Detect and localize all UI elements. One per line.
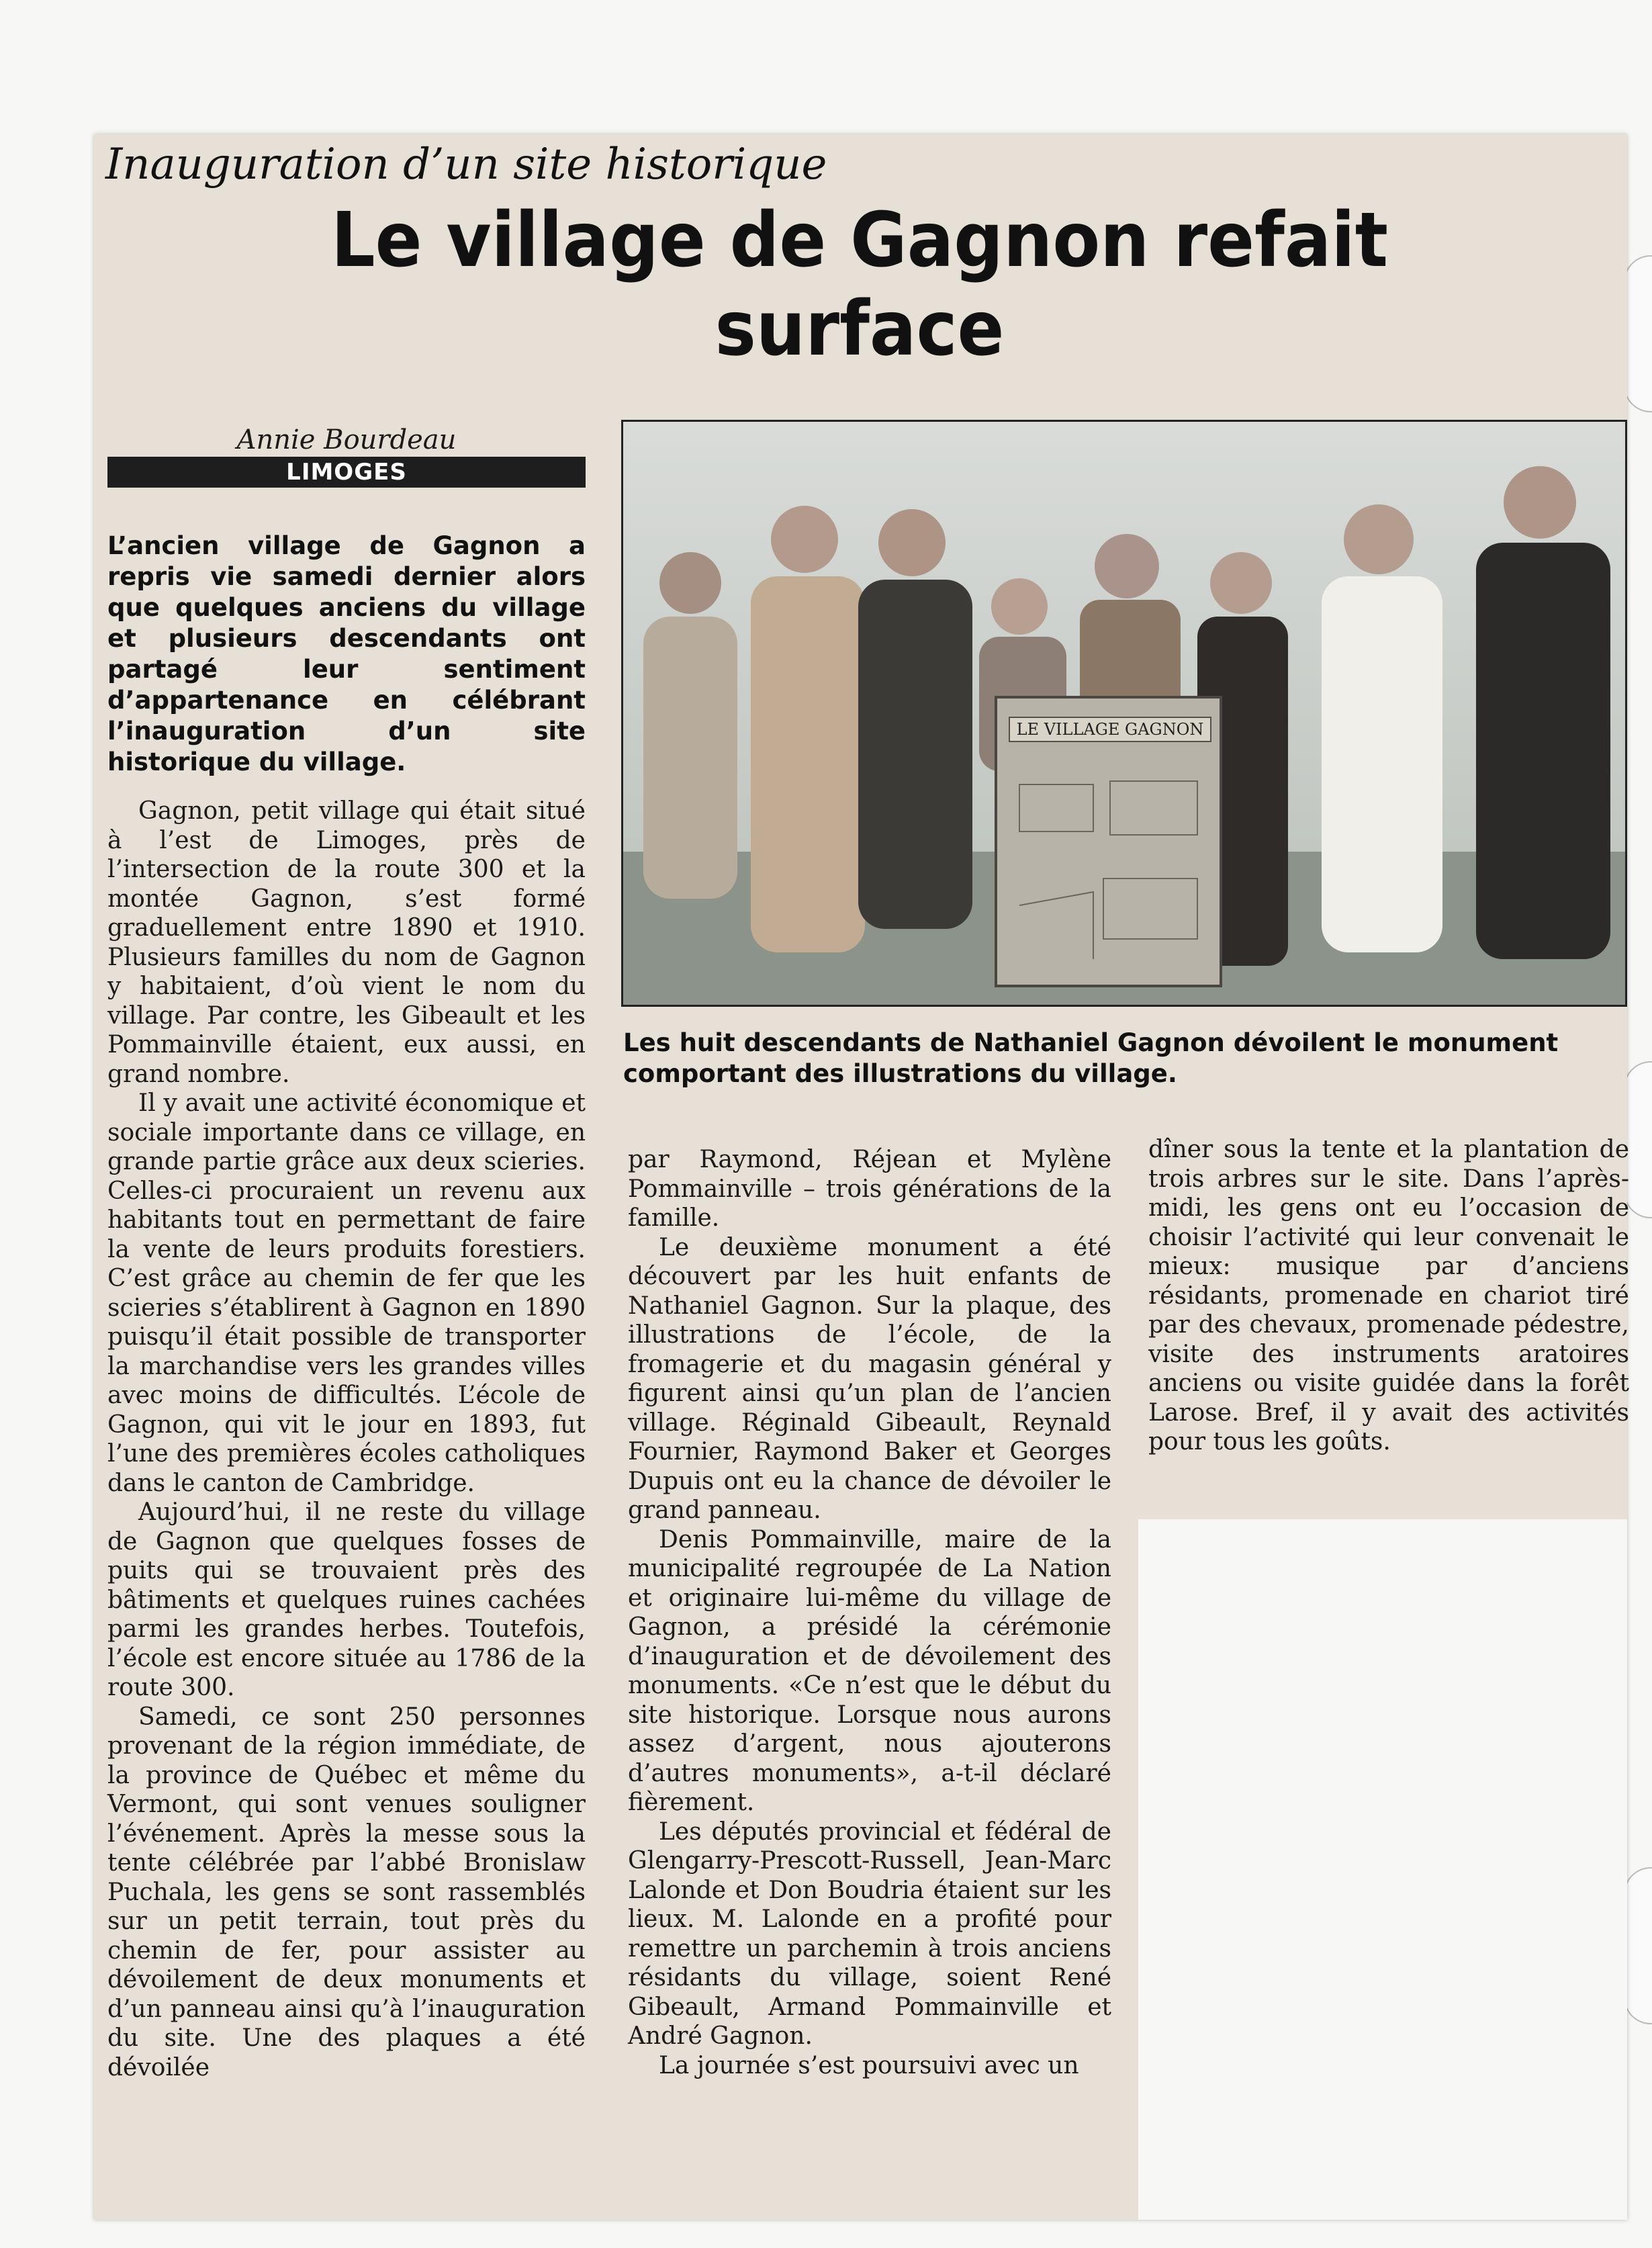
binder-tab <box>1624 1867 1652 2024</box>
column-2 <box>628 1145 1111 2080</box>
paragraph: Les députés provincial et fédéral de Glengarry-Prescott-Russell, Jean-Marc Lalonde et Don Boudria étaient sur les lieux. M. Lalonde en a profité pour remettre un parchemin à trois anciens résidants du village, soient René Gibeault, Armand Pommainville et André Gagnon. <box>628 1817 1111 2050</box>
paragraph: La journée s’est poursuivi avec un <box>659 2051 1079 2079</box>
paragraph: Il y avait une activité économique et sociale importante dans ce village, en grande partie grâce aux deux scieries. Celles-ci procuraient un revenu aux habitants tout en permettant de faire la vente de leurs produits forestiers. C’est grâce au chemin de fer que les scieries s’établirent à Gagnon en 1890 puisqu’il était possible de transporter la marchandise vers les grandes villes avec moins de difficultés. L’école de Gagnon, qui vit le jour en 1893, fut l’une des premières écoles catholiques dans le canton de Cambridge. <box>107 1089 586 1497</box>
column-3 <box>1148 1135 1629 1457</box>
paragraph: Le deuxième monument a été découvert par les huit enfants de Nathaniel Gagnon. Sur la plaque, des illustrations de l’école, de la fromagerie et du magasin général y figurent ainsi qu’un plan de l’ancien village. Réginald Gibeault, Reynald Fournier, Raymond Baker et Georges Dupuis ont eu la chance de dévoiler le grand panneau. <box>628 1233 1111 1524</box>
kicker: Inauguration d’un site historique <box>105 140 827 189</box>
lead-paragraph: L’ancien village de Gagnon a repris vie samedi dernier alors que quelques anciens du village et plusieurs descendants ont partagé leur sentiment d’appartenance en célébrant l’inauguration d’un site historique du village. <box>107 531 586 776</box>
monument-panel <box>996 697 1221 986</box>
paragraph: dîner sous la tente et la plantation de trois arbres sur le site. Dans l’après-midi, les gens ont eu l’occasion de choisir l’activité qui leur convenait le mieux: musique par d’anciens résidants, promenade en chariot tiré par des chevaux, promenade pédestre, visite des instruments aratoires anciens ou visite guidée dans la forêt Larose. Bref, il y avait des activités pour tous les goûts. <box>1148 1136 1629 1455</box>
paragraph: Samedi, ce sont 250 personnes provenant de la région immédiate, de la province de Québec et même du Vermont, qui sont venues souligner l’événement. Après la messe sous la tente célébrée par l’abbé Bronislaw Puchala, les gens se sont rassemblés sur un petit terrain, tout près du chemin de fer, pour assister au dévoilement de deux monuments et d’un panneau ainsi qu’à l’inauguration du site. Une des plaques a été dévoilée <box>107 1703 586 2081</box>
paragraph: Denis Pommainville, maire de la municipalité regroupée de La Nation et originaire lui-même du village de Gagnon, a présidé la cérémonie d’inauguration et de dévoilement des monuments. «Ce n’est que le début du site historique. Lorsque nous aurons assez d’argent, nous ajouterons d’autres monuments», a-t-il déclaré fièrement. <box>628 1525 1111 1816</box>
article-photo <box>621 420 1627 1007</box>
headline: Le village de Gagnon refait surface <box>331 197 1388 373</box>
clipping-cutout <box>1138 1519 1627 2220</box>
column-1 <box>107 797 586 2082</box>
photo-illustration <box>623 422 1625 1005</box>
paragraph: Gagnon, petit village qui était situé à l’est de Limoges, près de l’intersection de la route 300 et la montée Gagnon, s’est formé graduellement entre 1890 et 1910. Plusieurs familles du nom de Gagnon y habitaient, d’où vient le nom du village. Par contre, les Gibeault et les Pommainville étaient, eux aussi, en grand nombre. <box>107 797 586 1088</box>
photo-caption: Les huit descendants de Nathaniel Gagnon dévoilent le monument comportant des illustrations du village. <box>623 1028 1559 1088</box>
dateline: LIMOGES <box>107 457 586 488</box>
byline: Annie Bourdeau <box>236 424 457 455</box>
paragraph: Aujourd’hui, il ne reste du village de Gagnon que quelques fosses de puits qui se trouvaient près des bâtiments et quelques ruines cachées parmi les grandes herbes. Toutefois, l’école est encore située au 1786 de la route 300. <box>107 1498 586 1701</box>
binder-tab <box>1624 255 1652 412</box>
paragraph: par Raymond, Réjean et Mylène Pommainville – trois générations de la famille. <box>628 1146 1111 1232</box>
monument-sign-text: LE VILLAGE GAGNON <box>1016 720 1204 739</box>
